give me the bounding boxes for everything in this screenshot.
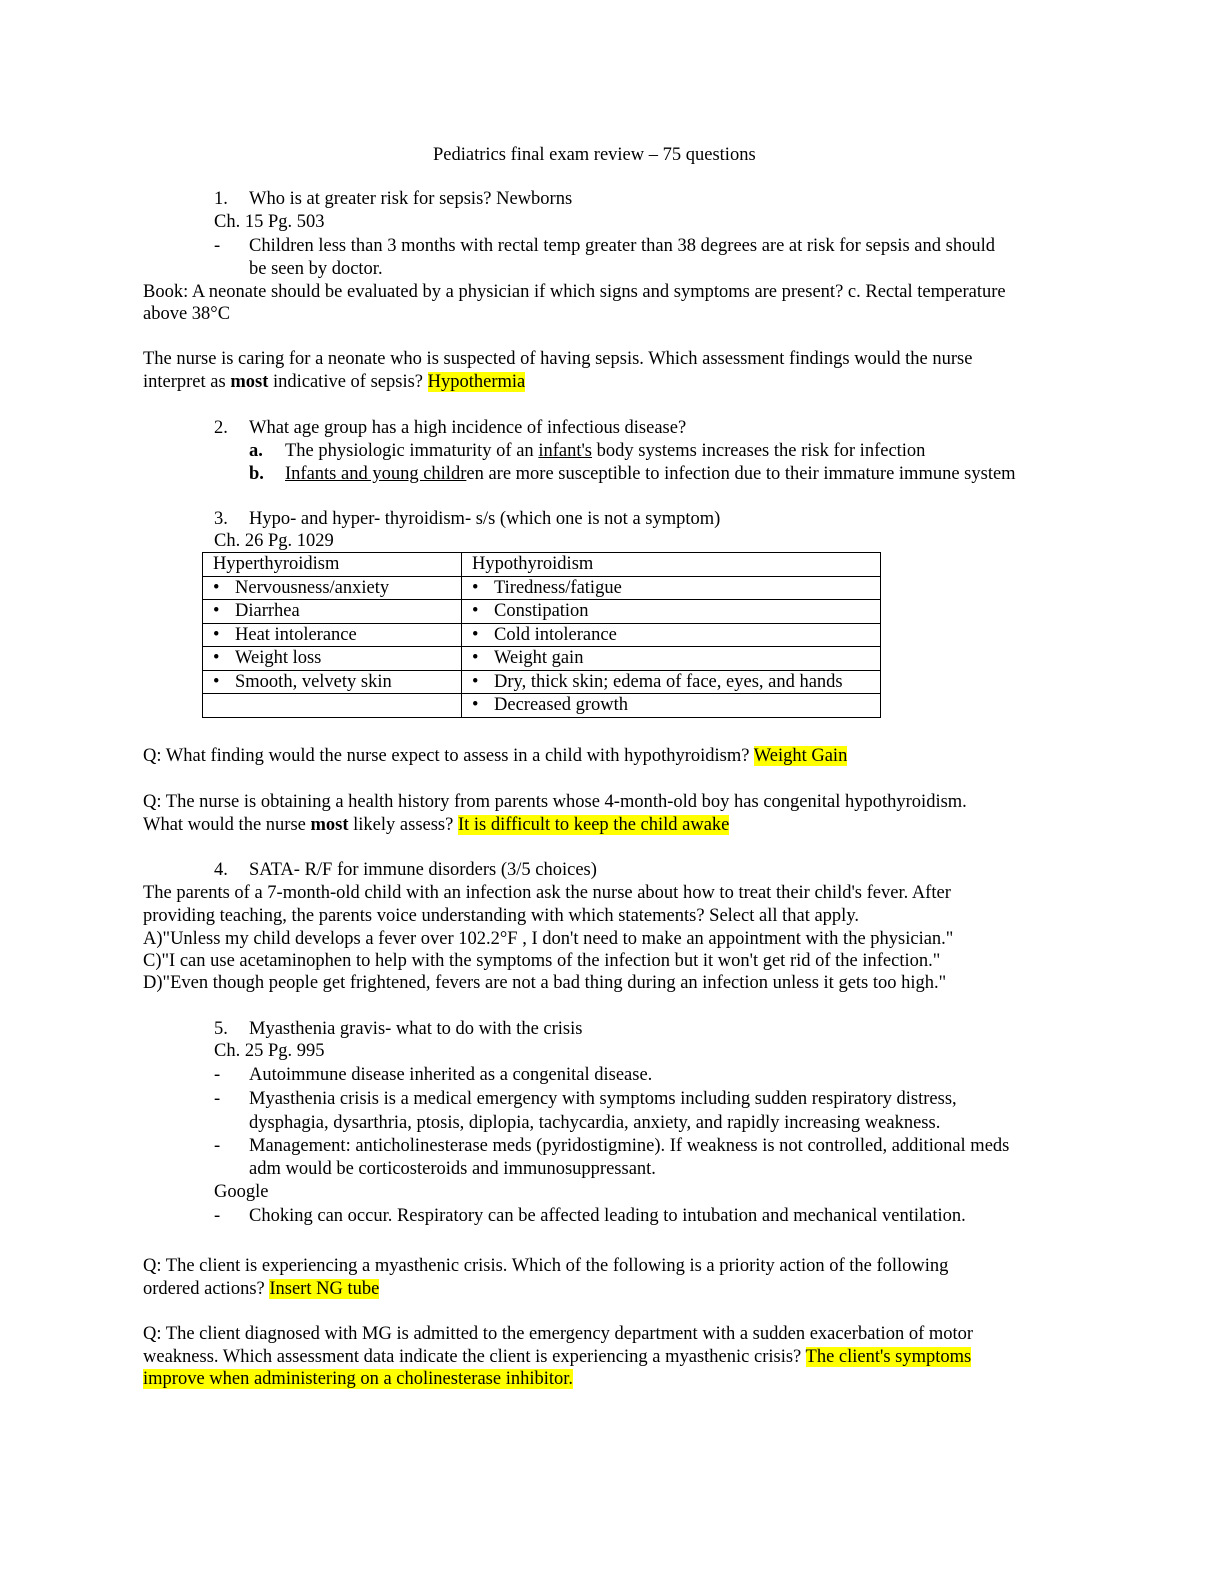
page-title: Pediatrics final exam review – 75 questions	[433, 145, 756, 165]
q2-a-text: The physiologic immaturity of an infant's body systems increases the risk for infection	[285, 441, 926, 461]
answer-highlight: Weight Gain	[753, 746, 848, 766]
answer-highlight: Hypothermia	[427, 372, 526, 392]
table-row	[203, 670, 881, 694]
table-row	[203, 623, 881, 647]
q1-nurse-line1: The nurse is caring for a neonate who is suspected of having sepsis. Which assessment findings would the nurse	[143, 349, 973, 369]
table-row	[203, 600, 881, 624]
q4-option-c: C)"I can use acetaminophen to help with the symptoms of the infection but it won't get rid of the infection."	[143, 951, 941, 971]
q5-question: Myasthenia gravis- what to do with the crisis	[249, 1019, 583, 1039]
q1-reference: Ch. 15 Pg. 503	[214, 212, 325, 232]
q3-qa2-line1: Q: The nurse is obtaining a health history from parents whose 4-month-old boy has congenital hypothyroidism.	[143, 792, 967, 812]
q1-number: 1.	[214, 189, 228, 209]
table-row	[203, 647, 881, 671]
table-cell: • Cold intolerance	[462, 623, 881, 647]
answer-highlight: improve when administering on a cholinesterase inhibitor.	[143, 1369, 574, 1389]
q5-reference: Ch. 25 Pg. 995	[214, 1041, 325, 1061]
q1-note-line2: be seen by doctor.	[249, 259, 383, 279]
q3-number: 3.	[214, 509, 228, 529]
thyroid-comparison-table	[202, 552, 881, 718]
q2-b-text: Infants and young children are more susceptible to infection due to their immature immune system	[285, 464, 1016, 484]
q1-book-line1: Book: A neonate should be evaluated by a physician if which signs and symptoms are present? c. Rectal temperature	[143, 282, 1006, 302]
q1-question: Who is at greater risk for sepsis? Newborns	[249, 189, 573, 209]
table-cell-empty	[203, 694, 462, 718]
table-cell: • Weight loss	[203, 647, 462, 671]
q5-qa2-line2: weakness. Which assessment data indicate the client is experiencing a myasthenic crisis? The client's symptoms	[143, 1347, 972, 1367]
q3-reference: Ch. 26 Pg. 1029	[214, 531, 334, 551]
q2-b-label: b.	[249, 464, 264, 484]
q4-line: The parents of a 7-month-old child with an infection ask the nurse about how to treat their child's fever. After	[143, 883, 951, 903]
q4-line: providing teaching, the parents voice understanding with which statements? Select all that apply.	[143, 906, 859, 926]
q4-option-a: A)"Unless my child develops a fever over 102.2°F , I don't need to make an appointment with the physician."	[143, 929, 954, 949]
table-cell: • Smooth, velvety skin	[203, 670, 462, 694]
table-cell: • Weight gain	[462, 647, 881, 671]
table-cell: • Tiredness/fatigue	[462, 576, 881, 600]
table-header-row	[203, 553, 881, 577]
q4-question: SATA- R/F for immune disorders (3/5 choices)	[249, 860, 597, 880]
table-cell: • Diarrhea	[203, 600, 462, 624]
q2-question: What age group has a high incidence of infectious disease?	[249, 418, 687, 438]
q5-bullet1: Autoimmune disease inherited as a congenital disease.	[249, 1065, 653, 1085]
q5-qa2-line1: Q: The client diagnosed with MG is admitted to the emergency department with a sudden exacerbation of motor	[143, 1324, 974, 1344]
q5-dash: -	[214, 1065, 221, 1085]
q5-dash: -	[214, 1089, 221, 1109]
q5-dash: -	[214, 1136, 221, 1156]
table-cell: • Nervousness/anxiety	[203, 576, 462, 600]
q5-qa2-line3	[143, 1368, 573, 1390]
table-row	[203, 576, 881, 600]
table-header: Hypothyroidism	[462, 553, 881, 577]
q5-bullet3-line1: Management: anticholinesterase meds (pyridostigmine). If weakness is not controlled, additional meds	[249, 1136, 1010, 1156]
q1-note-line1: Children less than 3 months with rectal temp greater than 38 degrees are at risk for sepsis and should	[249, 236, 995, 256]
q1-book-line2: above 38°C	[143, 304, 231, 324]
table-row	[203, 694, 881, 718]
table-cell: • Dry, thick skin; edema of face, eyes, and hands	[462, 670, 881, 694]
q5-dash: -	[214, 1206, 221, 1226]
q3-question: Hypo- and hyper- thyroidism- s/s (which one is not a symptom)	[249, 509, 721, 529]
q5-number: 5.	[214, 1019, 228, 1039]
table-cell: • Decreased growth	[462, 694, 881, 718]
q5-bullet4: Choking can occur. Respiratory can be affected leading to intubation and mechanical ventilation.	[249, 1206, 966, 1226]
q2-number: 2.	[214, 418, 228, 438]
answer-highlight: Insert NG tube	[269, 1279, 380, 1299]
answer-highlight: The client's symptoms	[805, 1347, 972, 1367]
q4-option-d: D)"Even though people get frightened, fevers are not a bad thing during an infection unless it gets too high."	[143, 973, 947, 993]
table-header: Hyperthyroidism	[203, 553, 462, 577]
q1-nurse-line2: interpret as most indicative of sepsis? Hypothermia	[143, 372, 526, 392]
q4-number: 4.	[214, 860, 228, 880]
table-cell: • Constipation	[462, 600, 881, 624]
q3-qa1: Q: What finding would the nurse expect to assess in a child with hypothyroidism? Weight Gain	[143, 746, 848, 766]
q1-dash: -	[214, 236, 221, 256]
q5-qa1-line2: ordered actions? Insert NG tube	[143, 1279, 380, 1299]
q5-bullet3-line2: adm would be corticosteroids and immunosuppressant.	[249, 1159, 656, 1179]
q5-qa1-line1: Q: The client is experiencing a myasthenic crisis. Which of the following is a priority action of the following	[143, 1256, 949, 1276]
q5-source-google: Google	[214, 1182, 269, 1202]
q2-a-label: a.	[249, 441, 263, 461]
q5-bullet2-line2: dysphagia, dysarthria, ptosis, diplopia, tachycardia, anxiety, and rapidly increasing weakness.	[249, 1113, 941, 1133]
table-cell: • Heat intolerance	[203, 623, 462, 647]
q3-qa2-line2: What would the nurse most likely assess? It is difficult to keep the child awake	[143, 815, 730, 835]
q5-bullet2-line1: Myasthenia crisis is a medical emergency with symptoms including sudden respiratory distress,	[249, 1089, 957, 1109]
answer-highlight: It is difficult to keep the child awake	[457, 815, 730, 835]
